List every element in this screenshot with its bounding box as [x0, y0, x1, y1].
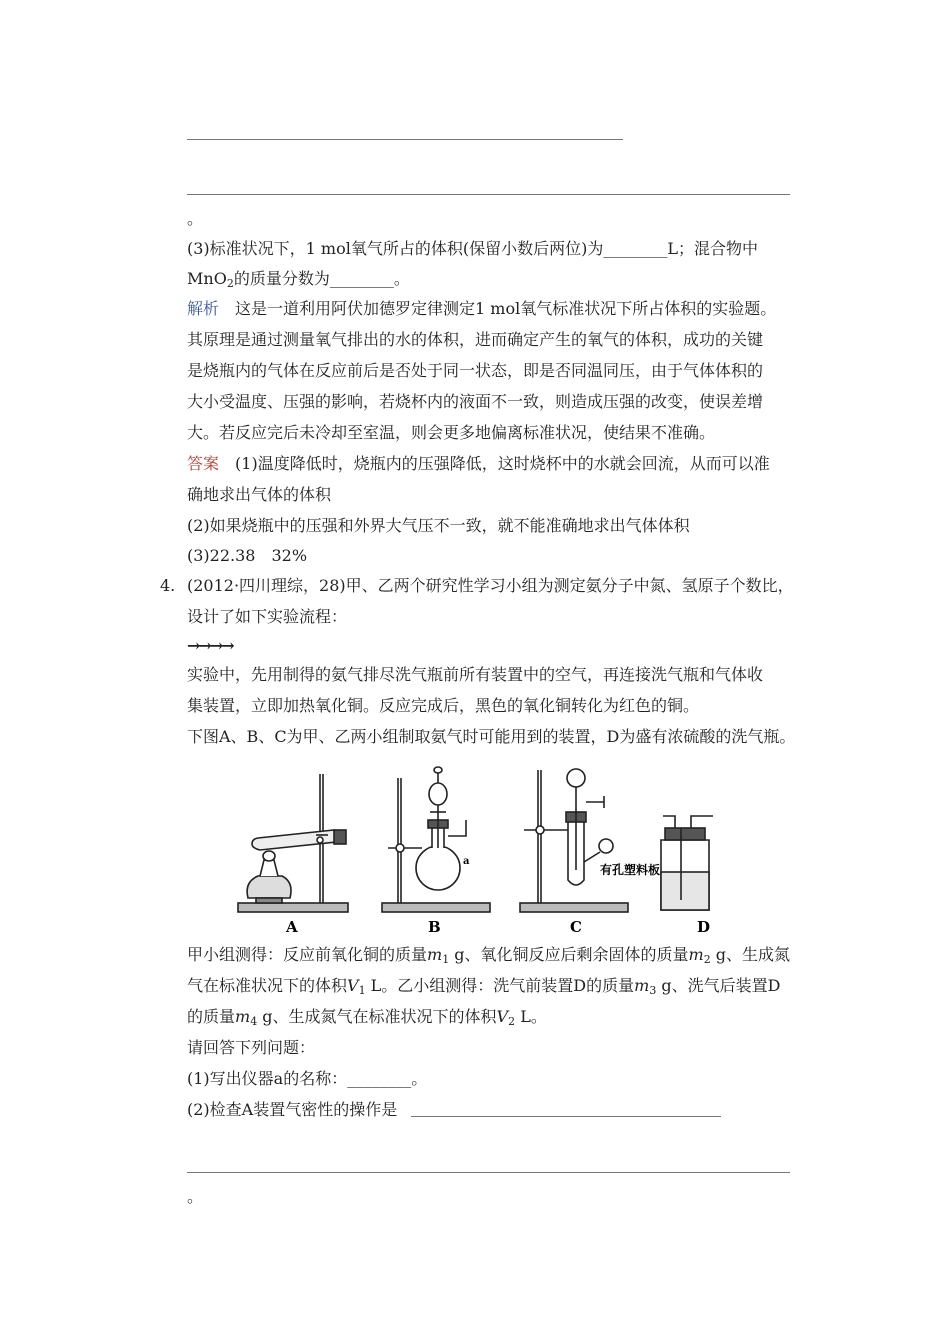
analysis-line-1 — [187, 298, 776, 320]
apparatus-b — [382, 767, 490, 912]
end-period: 。 — [187, 1187, 204, 1206]
var-m2-sub: 2 — [703, 953, 711, 966]
data-line-1 — [187, 944, 790, 971]
q3-line-1: (3)标准状况下，1 mol氧气所占的体积(保留小数后两位)为________L；混合物中 — [187, 239, 758, 258]
apparatus-c — [520, 769, 628, 912]
var-v1-sub: 1 — [358, 984, 366, 997]
blank-line-2 — [187, 194, 790, 195]
data-line-2-a: 气在标准状况下的体积 — [187, 976, 348, 995]
var-m3: m — [634, 976, 650, 995]
data-line-3 — [187, 1006, 547, 1033]
q3-line-2 — [187, 268, 410, 295]
var-m4: m — [235, 1007, 251, 1026]
q4-line-2: 设计了如下实验流程： — [187, 607, 348, 626]
analysis-text-1: 这是一道利用阿伏加德罗定律测定1 mol氧气标准状况下所占体积的实验题。 — [235, 299, 777, 318]
q4-line-5: 下图A、B、C为甲、乙两小组制取氨气时可能用到的装置，D为盛有浓硫酸的洗气瓶。 — [187, 727, 796, 746]
data-line-2-c: g、洗气后装置D — [661, 976, 781, 995]
analysis-line-2: 其原理是通过测量氧气排出的水的体积，进而确定产生的氧气的体积，成功的关键 — [187, 330, 764, 349]
questions-intro: 请回答下列问题： — [187, 1038, 316, 1057]
data-line-3-b: g、生成氮气在标准状况下的体积 — [262, 1007, 497, 1026]
answer-line-4: (3)22.38 32% — [187, 546, 308, 565]
answer-text-1: (1)温度降低时，烧瓶内的压强降低，这时烧杯中的水就会回流，从而可以准 — [235, 454, 770, 473]
question-1: (1)写出仪器a的名称：________。 — [187, 1069, 428, 1088]
label-small-a: a — [463, 856, 470, 867]
q3-line-2-text: 的质量分数为________。 — [233, 269, 410, 288]
question-2: (2)检查A装置气密性的操作是 — [187, 1100, 398, 1119]
label-b: B — [428, 918, 441, 936]
data-line-1-c: g、生成氮 — [715, 945, 791, 964]
apparatus-a — [238, 774, 348, 912]
apparatus-figure — [230, 760, 730, 938]
label-d: D — [697, 918, 711, 936]
mno2-formula: MnO — [187, 269, 227, 288]
q4-line-4: 集装置，立即加热氧化铜。反应完成后，黑色的氧化铜转化为红色的铜。 — [187, 696, 700, 715]
answer-line-2: 确地求出气体的体积 — [187, 485, 332, 504]
blank-line-1 — [187, 139, 623, 140]
data-line-2 — [187, 975, 780, 1002]
plate-label: 有孔塑料板 — [600, 863, 661, 877]
q4-line-3: 实验中，先用制得的氨气排尽洗气瓶前所有装置中的空气，再连接洗气瓶和气体收 — [187, 665, 764, 684]
answer-label: 答案 — [187, 454, 220, 473]
analysis-line-3: 是烧瓶内的气体在反应前后是否处于同一状态，即是否同温同压，由于气体体积的 — [187, 361, 764, 380]
analysis-label: 解析 — [187, 299, 220, 318]
flow-arrows: →→→→ — [187, 636, 233, 655]
q2-answer-line-2 — [187, 1172, 790, 1173]
q2-answer-line — [411, 1116, 721, 1117]
label-c: C — [570, 918, 582, 936]
var-v2-sub: 2 — [508, 1015, 516, 1028]
analysis-line-4: 大小受温度、压强的影响，若烧杯内的液面不一致，则造成压强的改变，使误差增 — [187, 392, 764, 411]
data-line-3-c: L。 — [520, 1007, 547, 1026]
mno2-subscript: 2 — [226, 277, 234, 290]
var-m1-sub: 1 — [442, 953, 450, 966]
answer-line-1 — [187, 453, 770, 475]
label-a: A — [286, 918, 298, 936]
data-line-1-b: g、氧化铜反应后剩余固体的质量 — [454, 945, 689, 964]
var-m3-sub: 3 — [649, 984, 657, 997]
period: 。 — [187, 209, 204, 228]
answer-line-3: (2)如果烧瓶中的压强和外界大气压不一致，就不能准确地求出气体体积 — [187, 516, 690, 535]
q4-line-1: (2012·四川理综，28)甲、乙两个研究性学习小组为测定氨分子中氮、氢原子个数比， — [187, 576, 794, 595]
var-m4-sub: 4 — [250, 1015, 258, 1028]
data-line-2-b: L。乙小组测得：洗气前装置D的质量 — [370, 976, 635, 995]
analysis-line-5: 大。若反应完后未冷却至室温，则会更多地偏离标准状况，使结果不准确。 — [187, 423, 716, 442]
data-line-1-a: 甲小组测得：反应前氧化铜的质量 — [187, 945, 428, 964]
apparatus-d — [661, 816, 713, 910]
var-v2: V — [496, 1007, 509, 1026]
data-line-3-a: 的质量 — [187, 1007, 236, 1026]
var-m2: m — [688, 945, 704, 964]
q4-number: 4. — [160, 576, 176, 595]
var-v1: V — [347, 976, 359, 995]
var-m1: m — [427, 945, 443, 964]
